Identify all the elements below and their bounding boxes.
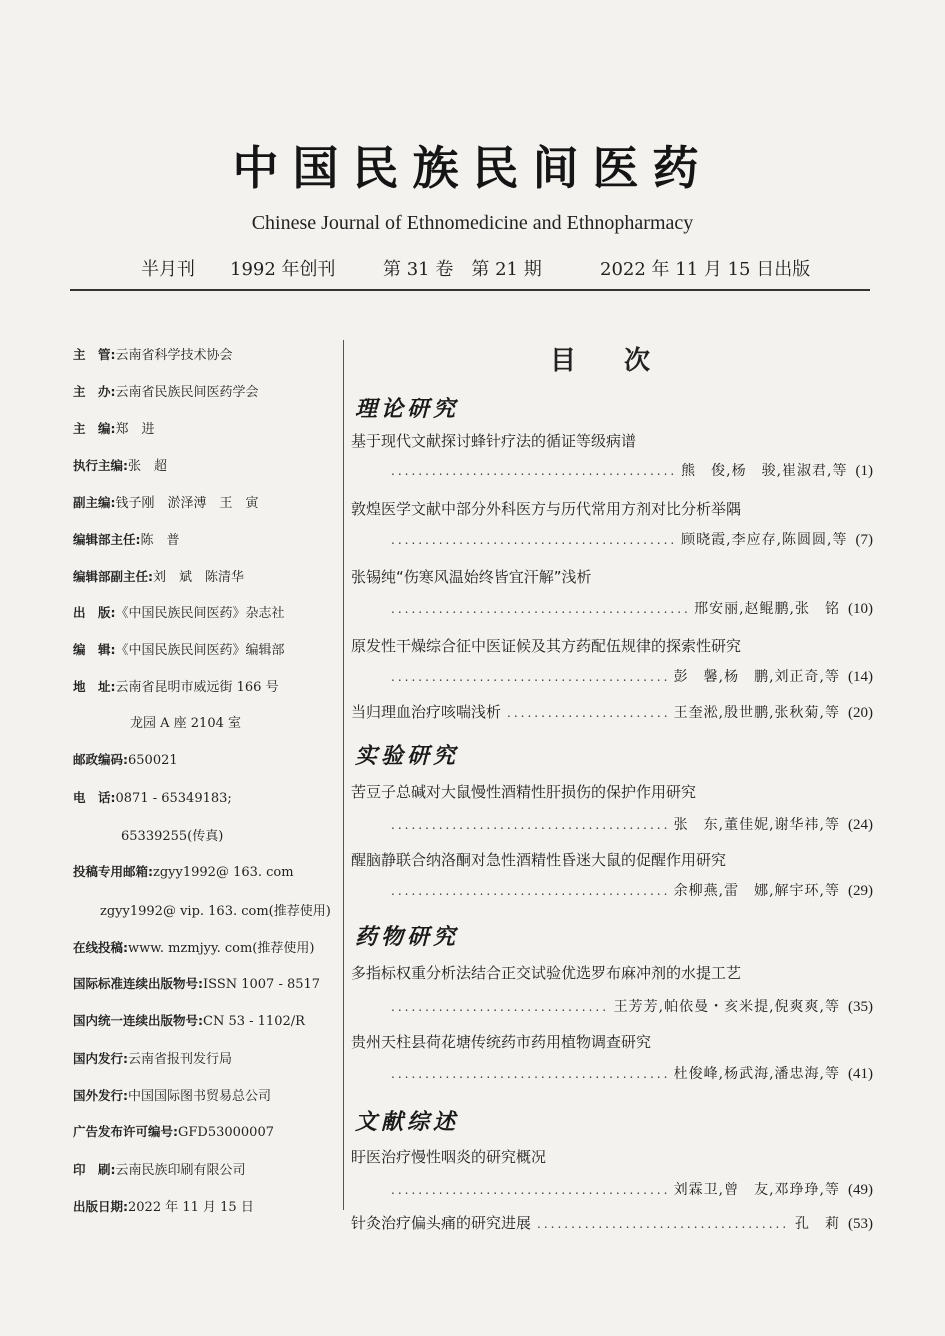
volume-issue: 第 31 卷 第 21 期: [383, 259, 542, 280]
masthead-item: [73, 418, 155, 437]
article-title[interactable]: 针灸治疗偏头痛的研究进展: [351, 1214, 532, 1232]
section-heading: 药物研究: [355, 924, 460, 950]
masthead-label: 主 办:: [73, 384, 116, 399]
article-authors: 杜俊峰,杨武海,潘忠海,等: [673, 1066, 840, 1082]
article-page[interactable]: (41): [848, 1066, 873, 1082]
masthead-item: [73, 602, 285, 621]
fax-continuation: 65339255(传真): [121, 829, 224, 844]
masthead-item: [73, 974, 320, 992]
article-page[interactable]: (24): [848, 817, 873, 833]
masthead-value: 中国国际图书贸易总公司: [128, 1089, 272, 1104]
article-title[interactable]: 醒脑静联合纳洛酮对急性酒精性昏迷大鼠的促醒作用研究: [351, 851, 727, 869]
masthead-item: [73, 1159, 246, 1178]
article-entry-line: [385, 1179, 873, 1199]
masthead-value: GFD53000007: [178, 1125, 274, 1140]
masthead-item: [73, 492, 259, 511]
section-heading: 理论研究: [355, 396, 460, 422]
masthead-value: 650021: [128, 753, 178, 768]
leader-dots: [391, 602, 688, 616]
masthead-label: 主 管:: [73, 347, 116, 362]
masthead-label: 编辑部副主任:: [73, 569, 153, 584]
article-entry-line: [385, 814, 873, 834]
masthead-item: [73, 566, 244, 585]
masthead-item: [73, 750, 178, 768]
masthead-value: ISSN 1007 - 8517: [203, 977, 321, 992]
leader-dots: [507, 706, 668, 720]
article-page[interactable]: (49): [848, 1182, 873, 1198]
article-page[interactable]: (53): [848, 1216, 873, 1232]
article-authors: 邢安丽,赵鲲鹏,张 铭: [694, 601, 840, 617]
article-authors: 孔 莉: [795, 1216, 840, 1232]
article-authors: 顾晓霞,李应存,陈圆圆,等: [681, 532, 848, 548]
masthead-label: 国际标准连续出版物号:: [73, 976, 203, 991]
article-title[interactable]: 苦豆子总碱对大鼠慢性酒精性肝损伤的保护作用研究: [351, 783, 697, 801]
masthead-label: 主 编:: [73, 421, 116, 436]
address-continuation: 龙园 A 座 2104 室: [130, 716, 242, 731]
masthead-value: CN 53 - 1102/R: [203, 1014, 305, 1029]
column-divider: [343, 340, 344, 1210]
article-entry-line: [385, 529, 873, 549]
masthead-item: [73, 1085, 271, 1104]
publication-date: 2022 年 11 月 15 日出版: [600, 259, 811, 280]
journal-subtitle: Chinese Journal of Ethnomedicine and Ethnopharmacy: [251, 212, 694, 234]
masthead-item: [73, 676, 279, 695]
masthead-label: 编 辑:: [73, 642, 116, 657]
masthead-item: [73, 639, 285, 658]
article-authors: 彭 馨,杨 鹏,刘正奇,等: [673, 669, 840, 685]
masthead-label: 出 版:: [73, 605, 116, 620]
article-entry-line: [351, 1212, 873, 1233]
leader-dots: [391, 464, 675, 478]
founded-year: 1992 年创刊: [230, 259, 336, 280]
leader-dots: [391, 818, 668, 832]
masthead-value: 陈 普: [140, 533, 180, 548]
article-entry-line: [385, 460, 873, 480]
article-page[interactable]: (7): [855, 532, 873, 548]
masthead-label: 国内发行:: [73, 1051, 128, 1066]
article-page[interactable]: (1): [855, 463, 873, 479]
article-page[interactable]: (35): [848, 999, 873, 1015]
article-entry-line: [385, 996, 873, 1016]
leader-dots: [391, 884, 668, 898]
article-title[interactable]: 贵州天柱县荷花塘传统药市药用植物调查研究: [351, 1033, 652, 1051]
article-page[interactable]: (14): [848, 669, 873, 685]
masthead-value: zgyy1992@ 163. com: [153, 865, 294, 880]
masthead-value: 云南省民族民间医药学会: [115, 385, 259, 400]
masthead-label: 在线投稿:: [73, 940, 128, 955]
article-entry-line: [385, 880, 873, 900]
frequency: 半月刊: [141, 259, 195, 280]
article-entry-line: [385, 1063, 873, 1083]
article-entry-line: [351, 701, 873, 722]
masthead-label: 国内统一连续出版物号:: [73, 1013, 203, 1028]
masthead-label: 电 话:: [73, 790, 116, 805]
leader-dots: [391, 1000, 608, 1014]
leader-dots: [391, 670, 668, 684]
leader-dots: [391, 1183, 668, 1197]
article-entry-line: [385, 598, 873, 618]
section-heading: 实验研究: [355, 743, 460, 769]
article-authors: 刘霖卫,曾 友,邓琤琤,等: [673, 1182, 840, 1198]
masthead-item: [73, 381, 259, 400]
masthead-item: [73, 1196, 254, 1215]
email-continuation: zgyy1992@ vip. 163. com(推荐使用): [100, 904, 331, 919]
article-page[interactable]: (20): [848, 705, 873, 721]
article-title[interactable]: 基于现代文献探讨蜂针疗法的循证等级病谱: [351, 432, 637, 450]
masthead-value: 云南省报刊发行局: [128, 1052, 233, 1067]
article-entry-line: [385, 666, 873, 686]
masthead-item: [73, 344, 233, 363]
leader-dots: [537, 1217, 789, 1231]
article-title[interactable]: 敦煌医学文献中部分外科医方与历代常用方剂对比分析举隅: [351, 500, 742, 518]
article-title[interactable]: 原发性干燥综合征中医证候及其方药配伍规律的探索性研究: [351, 637, 742, 655]
masthead-label: 印 刷:: [73, 1162, 116, 1177]
masthead-value: 云南省昆明市威远街 166 号: [115, 680, 279, 695]
section-heading: 文献综述: [355, 1109, 460, 1135]
masthead-label: 广告发布许可编号:: [73, 1124, 178, 1139]
masthead-value: 云南省科学技术协会: [115, 348, 233, 363]
toc-heading: 目次: [550, 346, 699, 376]
article-authors: 熊 俊,杨 骏,崔淑君,等: [681, 463, 848, 479]
masthead-item: [73, 529, 180, 548]
masthead-value: 郑 进: [115, 422, 155, 437]
masthead-value: 0871 - 65349183;: [115, 791, 232, 806]
article-title[interactable]: 当归理血治疗咳喘浅析: [351, 703, 502, 721]
masthead-value: 《中国民族民间医药》编辑部: [115, 643, 285, 658]
masthead-value: 2022 年 11 月 15 日: [128, 1200, 254, 1215]
journal-title: 中国民族民间医药: [232, 141, 713, 195]
masthead-item: [73, 1122, 274, 1140]
masthead-label: 地 址:: [73, 679, 116, 694]
article-page[interactable]: (10): [848, 601, 873, 617]
masthead-value: 《中国民族民间医药》杂志社: [115, 606, 285, 621]
masthead-item: [73, 455, 167, 474]
masthead-label: 执行主编:: [73, 458, 128, 473]
masthead-value: 云南民族印刷有限公司: [115, 1163, 246, 1178]
masthead-item: [73, 1048, 232, 1067]
masthead-label: 国外发行:: [73, 1088, 128, 1103]
article-title[interactable]: 张锡纯“伤寒风温始终皆宜汗解”浅析: [351, 568, 592, 586]
masthead-value: www. mzmjyy. com(推荐使用): [128, 941, 315, 956]
masthead-value: 钱子刚 淤泽溥 王 寅: [115, 496, 259, 511]
masthead-item: [73, 862, 294, 880]
masthead-label: 出版日期:: [73, 1199, 128, 1214]
leader-dots: [391, 1067, 668, 1081]
article-title[interactable]: 盱医治疗慢性咽炎的研究概况: [351, 1148, 547, 1166]
masthead-value: 刘 斌 陈清华: [153, 570, 245, 585]
masthead-value: 张 超: [128, 459, 168, 474]
article-authors: 王奎淞,殷世鹏,张秋菊,等: [673, 705, 840, 721]
leader-dots: [391, 533, 675, 547]
masthead-item: [73, 937, 314, 956]
masthead-label: 邮政编码:: [73, 752, 128, 767]
article-authors: 王芳芳,帕依曼・亥米提,倪爽爽,等: [613, 999, 840, 1015]
masthead-label: 投稿专用邮箱:: [73, 864, 153, 879]
article-authors: 张 东,董佳妮,谢华祎,等: [673, 817, 840, 833]
masthead-item: [73, 1011, 305, 1029]
header-divider: [70, 289, 870, 291]
masthead-label: 副主编:: [73, 495, 116, 510]
masthead-item: [73, 788, 232, 806]
article-page[interactable]: (29): [848, 883, 873, 899]
article-authors: 余柳燕,雷 娜,解宇环,等: [673, 883, 840, 899]
article-title[interactable]: 多指标权重分析法结合正交试验优选罗布麻冲剂的水提工艺: [351, 964, 742, 982]
masthead-label: 编辑部主任:: [73, 532, 141, 547]
